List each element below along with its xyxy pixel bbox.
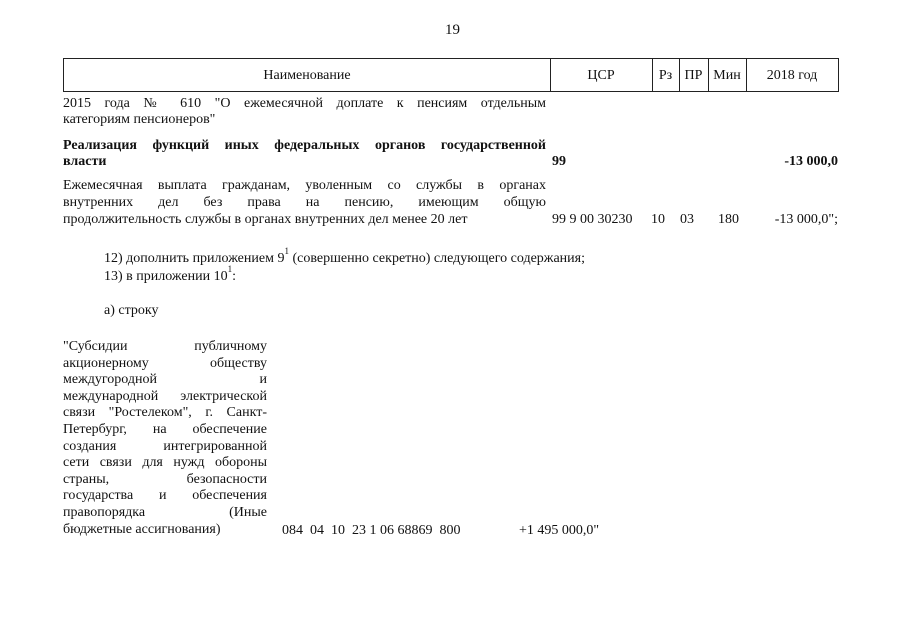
- subsidy-line: бюджетные ассигнования): [63, 521, 221, 537]
- row3-min: 180: [718, 212, 739, 227]
- item-12-prefix: 12) дополнить приложением 9: [104, 251, 285, 266]
- table-header: [63, 58, 839, 92]
- subsidy-line: акционерному обществу: [63, 355, 267, 371]
- subsidy-text: [63, 339, 267, 538]
- header-pr: ПР: [684, 67, 703, 83]
- item-13: [104, 264, 236, 285]
- header-min: Мин: [713, 67, 741, 83]
- item-13-sup: 1: [227, 264, 233, 275]
- item-12-sup: 1: [284, 246, 289, 257]
- subsidy-line: "Субсидии публичному: [63, 339, 267, 354]
- item-12-suffix: (совершенно секретно) следующего содержания;: [288, 251, 585, 266]
- header-name: Наименование: [263, 67, 351, 83]
- row2-csr: 99: [552, 154, 566, 169]
- subsidy-line: Петербург, на обеспечение: [63, 421, 267, 437]
- subsidy-line: междугородной и: [63, 372, 267, 388]
- row3-line3: продолжительность службы в органах внутренних дел менее 20 лет: [63, 212, 468, 227]
- subsidy-codes: 084 04 10 23 1 06 68869 800: [282, 523, 461, 538]
- subsidy-line: связи "Ростелеком", г. Санкт-: [63, 405, 267, 421]
- item-12: [104, 246, 585, 267]
- subsidy-line: сети связи для нужд обороны: [63, 455, 267, 471]
- page-number: 19: [445, 22, 460, 38]
- subsidy-amount: +1 495 000,0": [519, 523, 600, 538]
- item-13-suffix: :: [232, 269, 236, 284]
- row3-rz: 10: [651, 212, 665, 227]
- row3-pr: 03: [680, 212, 694, 227]
- item-13-prefix: 13) в приложении 10: [104, 269, 228, 284]
- row2-line1: Реализация функций иных федеральных органов государственной: [63, 138, 546, 153]
- header-year: 2018 год: [766, 67, 818, 83]
- row3-line1: Ежемесячная выплата гражданам, уволенным со службы в органах: [63, 178, 546, 193]
- row3-amount: -13 000,0";: [774, 212, 838, 227]
- subsidy-line: правопорядка (Иные: [63, 504, 267, 520]
- row1-line1: 2015 года № 610 "О ежемесячной доплате к пенсиям отдельным: [63, 96, 546, 111]
- header-csr: ЦСР: [587, 67, 615, 83]
- subsidy-line: государства и обеспечения: [63, 488, 267, 504]
- subsidy-line: создания интегрированной: [63, 438, 267, 454]
- subsidy-line: международной электрической: [63, 388, 267, 404]
- row1-line2: категориям пенсионеров": [63, 112, 216, 127]
- header-rz: Рз: [658, 67, 673, 83]
- subsidy-line: страны, безопасности: [63, 471, 267, 487]
- row3-csr: 99 9 00 30230: [552, 212, 633, 227]
- row2-amount: -13 000,0: [784, 154, 838, 169]
- item-a: а) строку: [104, 303, 159, 318]
- row3-line2: внутренних дел без права на пенсию, имеющим общую: [63, 195, 546, 210]
- row2-line2: власти: [63, 154, 107, 169]
